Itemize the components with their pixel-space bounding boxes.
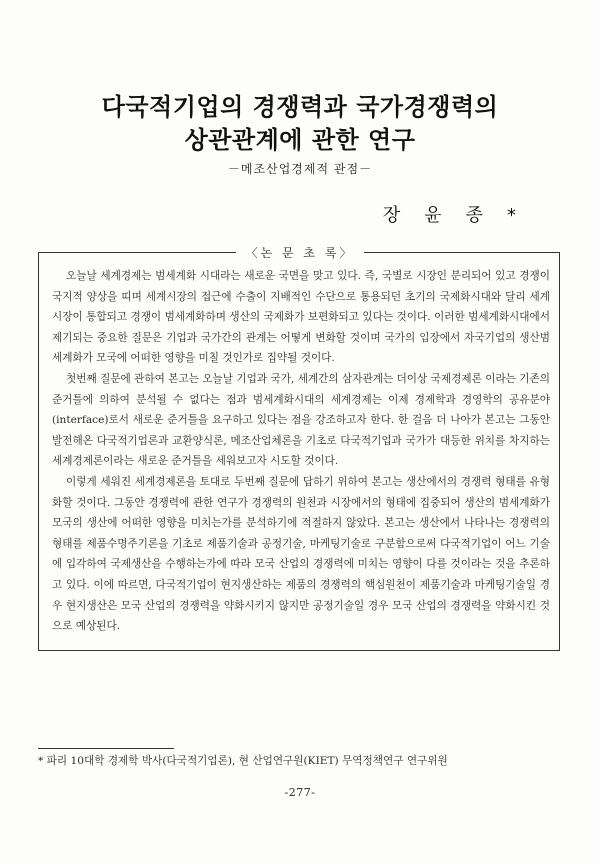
page-number: -277-	[284, 786, 316, 799]
title-line-2: 상관관계에 관한 연구	[184, 126, 416, 154]
abstract-paragraph-3: 이렇게 세워진 세계경제론을 토대로 두번째 질문에 답하기 위하여 본고는 생산에서의 경쟁력 형태를 유형화할 것이다. 그동안 경쟁력에 관한 연구가 경쟁력의 원천과 시장에서의 형태에 집중되어 생산의 범세계화가 모국의 생산에 어떠한 영향을 미치는가를 분석하기에 적절하지 않았다. 본고는 생산에서 나타나는 경쟁력의 형태를 제품수명주기론을 기초로 제품기술과 공정기술, 마케팅기술로 구분함으로써 다국적기업이 어느 기술에 입각하여 국제생산을 수행하는가에 따라 모국 산업의 경쟁력에 미치는 영향이 다를 것이라는 것을 추론하고 있다. 이에 따르면, 다국적기업이 현지생산하는 제품의 경쟁력의 핵심원천이 제품기술과 마케팅기술일 경우 현지생산은 모국 산업의 경쟁력을 약화시키지 않지만 공정기술일 경우 모국 산업의 경쟁력을 약화시킨 것으로 예상된다.	[52, 475, 550, 633]
abstract-body	[52, 266, 550, 637]
abstract-paragraph-1: 오늘날 세계경제는 범세계화 시대라는 새로운 국면을 맞고 있다. 즉, 국별로 시장인 분리되어 있고 경쟁이 국지적 양상을 띠며 세계시장의 접근에 수출이 지배적인 수단으로 통용되던 초기의 국제화시대와 달리 세계시장이 통합되고 경쟁이 범세계화하며 생산의 국제화가 보편화되고 있다는 것이다. 이러한 범세계화시대에서 제기되는 중요한 질문은 기업과 국가간의 관계는 어떻게 변화할 것이며 국가의 입장에서 자국기업의 생산범세계화가 모국에 어떠한 영향을 미칠 것인가로 집약될 것이다.	[52, 270, 550, 365]
author-name: 장윤종*	[382, 205, 540, 226]
footnote-divider	[38, 748, 174, 749]
author-footnote: * 파리 10대학 경제학 박사(다국적기업론), 현 산업연구원(KIET) 무역정책연구 연구위원	[38, 755, 448, 767]
abstract-heading: 〈논 문 초 록〉	[236, 244, 364, 261]
abstract-paragraph-2: 첫번째 질문에 관하여 본고는 오늘날 기업과 국가, 세계간의 삼자관계는 더이상 국제경제론 이라는 기존의 준거틀에 의하여 분석될 수 없다는 점과 범세계화시대의 세계경제는 이제 경제학과 경영학의 공유분야(interface)로서 새로운 준거틀을 요구하고 있다는 점을 강조하고자 한다. 한 걸음 더 나아가 본고는 그동안 발전해온 다국적기업론과 교환양식론, 메조산업체론을 기초로 다국적기업과 국가가 대등한 위치를 차지하는 세계경제론이라는 새로운 준거틀을 세워보고자 시도할 것이다.	[52, 372, 550, 468]
title-line-1: 다국적기업의 경쟁력과 국가경쟁력의	[101, 93, 499, 121]
abstract-border-left-segment	[38, 252, 236, 253]
subtitle: －메조산업경제적 관점－	[227, 162, 373, 176]
abstract-border-right-segment	[360, 252, 560, 253]
